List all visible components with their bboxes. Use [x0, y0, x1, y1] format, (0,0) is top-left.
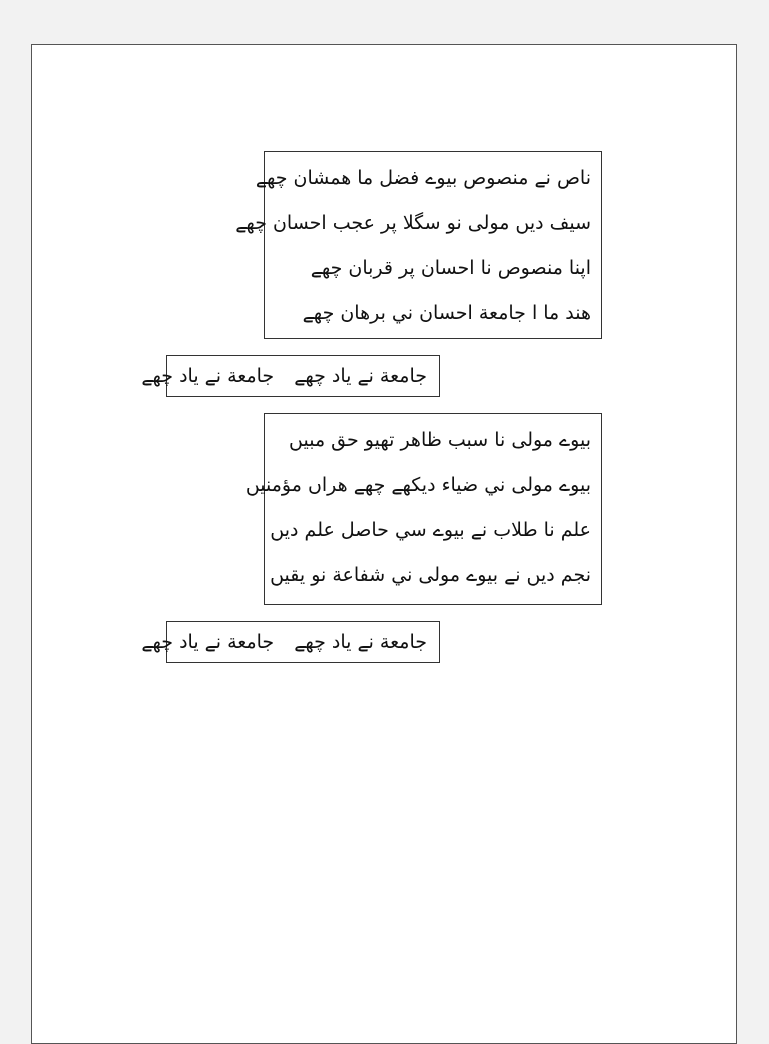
refrain-2: [141, 621, 440, 663]
stanza-2-line-3: علم نا طلاب نے بیوے سي حاصل علم دیں: [270, 519, 591, 541]
stanza-2: [245, 413, 602, 605]
stanza-1-line-2: سیف دیں مولی نو سگلا پر عجب احسان چھے: [235, 212, 591, 234]
stanza-1-line-3: اپنا منصوص نا احسان پر قربان چھے: [310, 257, 591, 279]
refrain-1-part-1: جامعة نے یاد چھے: [294, 365, 427, 387]
document-page: [31, 44, 737, 1044]
stanza-2-line-1: بیوے مولی نا سبب ظاهر تھیو حق مبیں: [289, 429, 591, 451]
refrain-1: [141, 355, 440, 397]
stanza-1-line-1: ناص نے منصوص بیوے فضل ما همشان چھے: [255, 167, 591, 189]
stanza-1-line-4: هند ما ا جامعة احسان ني برهان چھے: [302, 302, 591, 324]
stanza-1: [235, 151, 602, 339]
stanza-2-line-2: بیوے مولی ني ضیاء دیکھے چھے هراں مؤمنیں: [245, 474, 591, 496]
refrain-2-part-2: جامعة نے یاد چھے: [141, 631, 275, 653]
refrain-2-part-1: جامعة نے یاد چھے: [294, 631, 427, 653]
stanza-2-line-4: نجم دیں نے بیوے مولی ني شفاعة نو یقیں: [270, 564, 591, 586]
refrain-1-part-2: جامعة نے یاد چھے: [141, 365, 275, 387]
